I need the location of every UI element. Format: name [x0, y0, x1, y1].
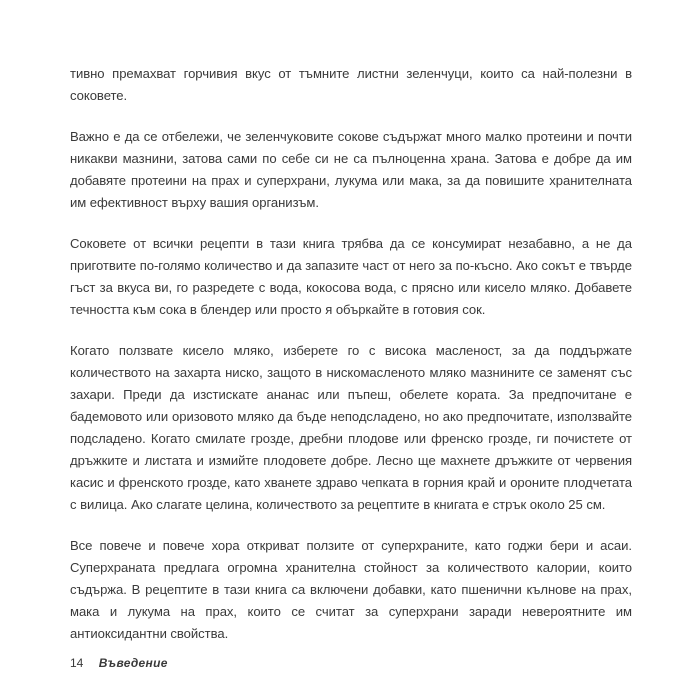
chapter-title: Въведение [98, 656, 168, 670]
paragraph-2: Важно е да се отбележи, че зеленчуковите сокове съдържат много малко протеини и почти никакви мазнини, затова сами по себе си не са пълноценна храна. Затова е добре да им добавяте протеини на прах и суперхрани, лукума или мака, за да повишите хранителната им ефективност върху вашия организъм. [70, 129, 632, 210]
paragraph-3: Соковете от всички рецепти в тази книга трябва да се консумират незабавно, а не да приготвите по-голямо количество и да запазите част от него за по-късно. Ако сокът е твърде гъст за вкуса ви, го разредете с вода, кокосова вода, с прясно или кисело мляко. Добавете течността към сока в блендер или просто я объркайте в готовия сок. [70, 236, 632, 317]
paragraph-5: Все повече и повече хора откриват ползите от суперхраните, като годжи бери и асаи. Суперхраната предлага огромна хранителна стойност за количеството калории, които съдържа. В рецептите в тази книга са включени добавки, като пшенични кълнове на прах, мака и лукума на прах, които се считат за суперхрани заради невероятните им антиоксидантни свойства. [70, 538, 632, 641]
page-number: 14 [70, 656, 84, 670]
page-body [70, 63, 632, 664]
paragraph-1: тивно премахват горчивия вкус от тъмните листни зеленчуци, които са най-полезни в соковете. [70, 66, 632, 103]
page-footer [70, 655, 168, 671]
paragraph-4: Когато ползвате кисело мляко, изберете го с висока масленост, за да поддържате количеството на захарта ниско, защото в нискомасленото мляко мазнините се заменят със захари. Преди да изстискате ананас или пъпеш, обелете кората. За предпочитане е бадемовото или оризовото мляко да бъде неподсладено, но ако предпочитате, използвайте подсладено. Когато смилате грозде, дребни плодове или френско грозде, ги почистете от дръжките и листата и измийте плодовете добре. Лесно ще махнете дръжките от червения касис и френското грозде, като хванете здраво чепката в горния край и ороните плодчетата с вилица. Ако слагате целина, количеството за рецептите в книгата е стрък около 25 см. [70, 343, 632, 512]
